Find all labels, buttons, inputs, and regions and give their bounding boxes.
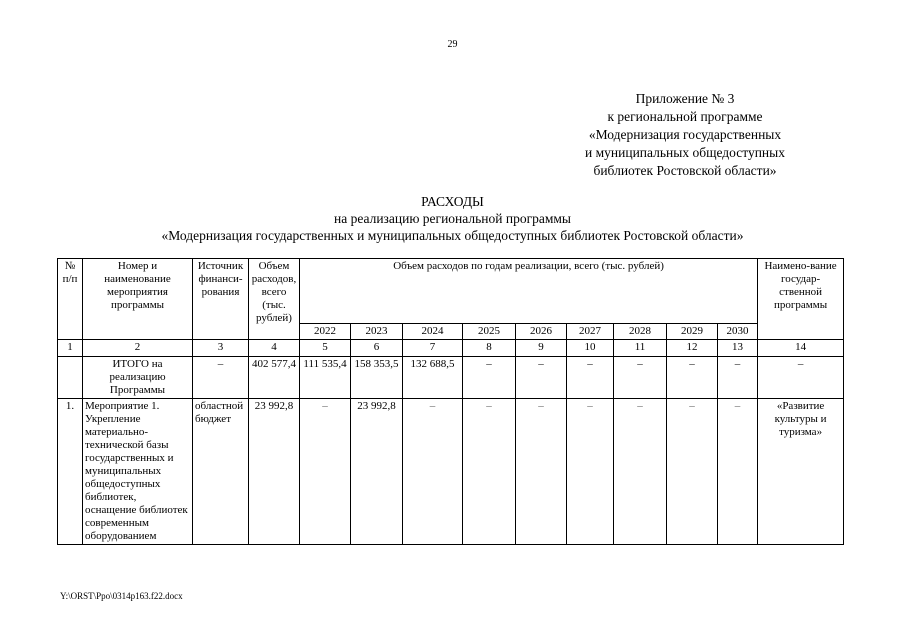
- row-year-value: –: [667, 399, 718, 545]
- row-year-value: –: [463, 399, 516, 545]
- column-number-row: [58, 340, 844, 357]
- appendix-line: Приложение № 3: [635, 91, 735, 106]
- col-number: 2: [83, 340, 193, 357]
- appendix-block: [560, 90, 810, 180]
- expenses-table: [57, 258, 844, 545]
- col-number: 11: [614, 340, 667, 357]
- col-number: 3: [193, 340, 249, 357]
- row-year-value: –: [718, 399, 758, 545]
- col-number: 10: [567, 340, 614, 357]
- year-cell: 2029: [667, 324, 718, 340]
- row-year-value: 23 992,8: [351, 399, 403, 545]
- appendix-line: и муниципальных общедоступных: [585, 145, 785, 160]
- row-year-value: –: [614, 357, 667, 399]
- row-year-value: –: [403, 399, 463, 545]
- row-year-value: –: [718, 357, 758, 399]
- year-cell: 2027: [567, 324, 614, 340]
- title-heading: РАСХОДЫ: [421, 194, 484, 209]
- appendix-line: «Модернизация государственных: [588, 127, 782, 142]
- row-num: [58, 357, 83, 399]
- header-name: Номер и наименование мероприятия программы: [83, 259, 193, 340]
- row-year-value: –: [567, 357, 614, 399]
- title-line: «Модернизация государственных и муниципальных общедоступных библиотек Ростовской области»: [161, 228, 744, 243]
- header-source: Источник финанси-рования: [193, 259, 249, 340]
- header-program: Наимено-вание государ-ственной программы: [758, 259, 844, 340]
- row-source: областной бюджет: [193, 399, 249, 545]
- col-number: 8: [463, 340, 516, 357]
- year-cell: 2026: [516, 324, 567, 340]
- col-number: 7: [403, 340, 463, 357]
- row-year-value: 158 353,5: [351, 357, 403, 399]
- year-cell: 2022: [300, 324, 351, 340]
- table-row: [58, 357, 844, 399]
- col-number: 5: [300, 340, 351, 357]
- row-year-value: –: [516, 357, 567, 399]
- col-number: 12: [667, 340, 718, 357]
- row-total: 23 992,8: [249, 399, 300, 545]
- header-total: Объем расходов, всего (тыс. рублей): [249, 259, 300, 340]
- col-number: 13: [718, 340, 758, 357]
- col-number: 4: [249, 340, 300, 357]
- row-year-value: –: [667, 357, 718, 399]
- row-year-value: –: [614, 399, 667, 545]
- document-title: [60, 193, 845, 244]
- table-row: [58, 399, 844, 545]
- col-number: 9: [516, 340, 567, 357]
- row-total: 402 577,4: [249, 357, 300, 399]
- page-number: 29: [447, 39, 458, 50]
- row-year-value: 111 535,4: [300, 357, 351, 399]
- row-program: –: [758, 357, 844, 399]
- year-cell: 2030: [718, 324, 758, 340]
- row-year-value: –: [567, 399, 614, 545]
- header-num: № п/п: [58, 259, 83, 340]
- header-by-year: Объем расходов по годам реализации, всего (тыс. рублей): [300, 259, 758, 324]
- col-number: 6: [351, 340, 403, 357]
- row-name: ИТОГО на реализацию Программы: [83, 357, 193, 399]
- appendix-line: библиотек Ростовской области»: [593, 163, 777, 178]
- year-cell: 2028: [614, 324, 667, 340]
- row-num: 1.: [58, 399, 83, 545]
- row-year-value: –: [463, 357, 516, 399]
- row-name: Мероприятие 1. Укрепление материально-технической базы государственных и муниципальных общедоступных библиотек, оснащение библиотек современным оборудованием: [83, 399, 193, 545]
- year-cell: 2023: [351, 324, 403, 340]
- row-year-value: –: [300, 399, 351, 545]
- row-year-value: 132 688,5: [403, 357, 463, 399]
- row-year-value: –: [516, 399, 567, 545]
- col-number: 1: [58, 340, 83, 357]
- year-cell: 2025: [463, 324, 516, 340]
- year-cell: 2024: [403, 324, 463, 340]
- title-line: на реализацию региональной программы: [333, 211, 572, 226]
- header-row: [58, 259, 844, 324]
- file-path-footer: Y:\ORST\Ppo\0314p163.f22.docx: [60, 591, 183, 601]
- row-source: –: [193, 357, 249, 399]
- row-program: «Развитие культуры и туризма»: [758, 399, 844, 545]
- appendix-line: к региональной программе: [607, 109, 763, 124]
- col-number: 14: [758, 340, 844, 357]
